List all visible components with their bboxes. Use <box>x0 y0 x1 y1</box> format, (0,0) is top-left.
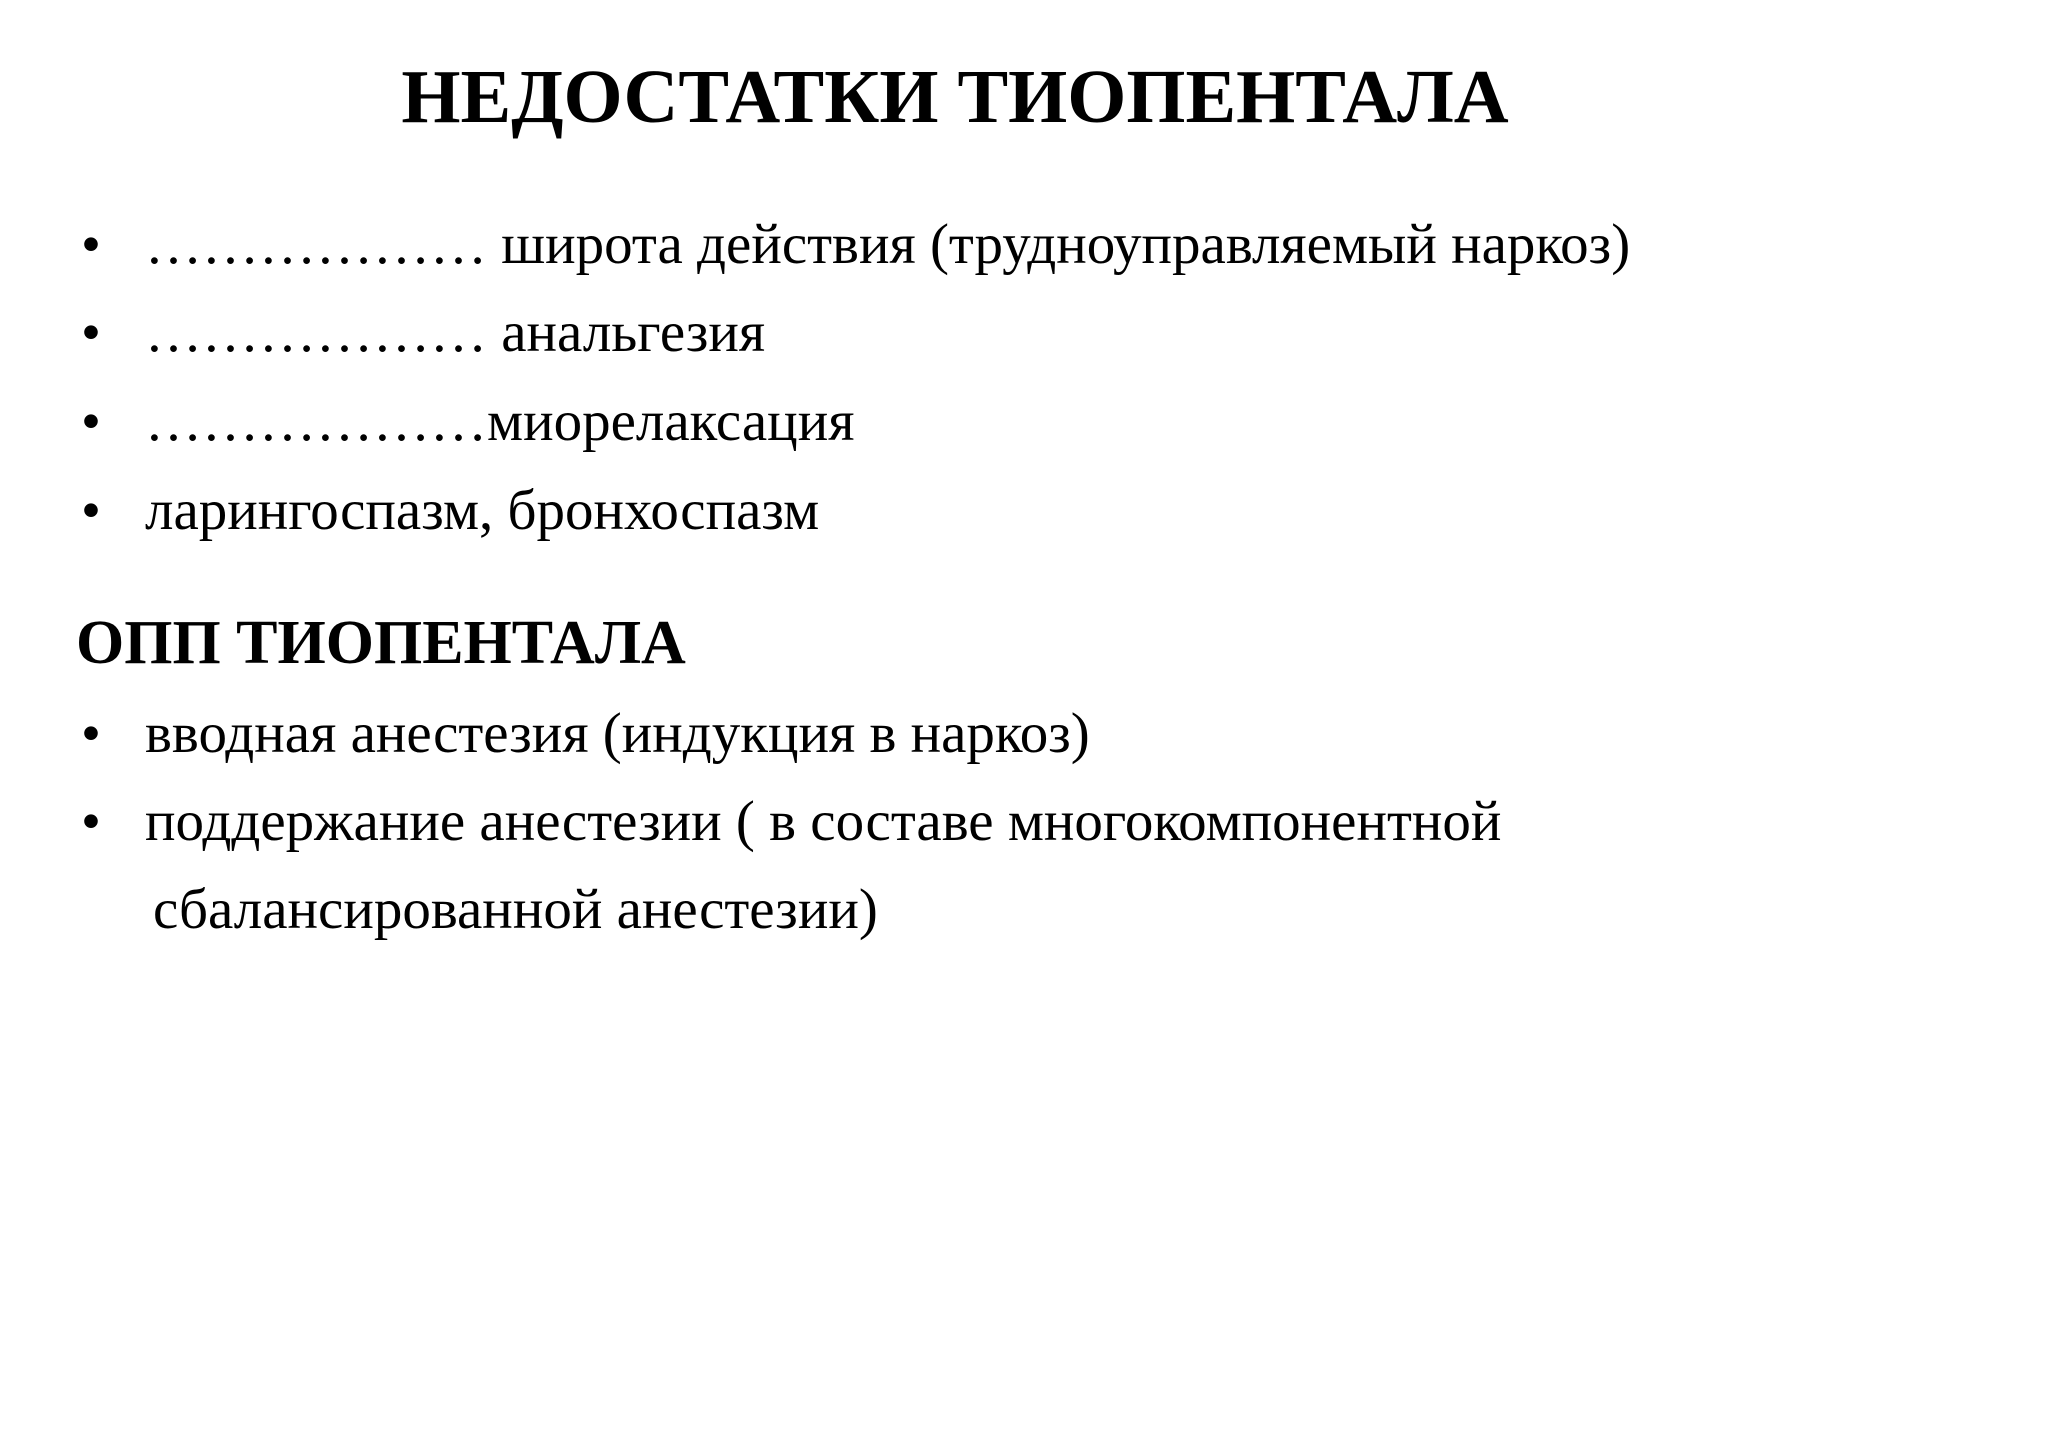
bullet-icon: • <box>81 213 101 276</box>
slide-title: НЕДОСТАТКИ ТИОПЕНТАЛА <box>401 55 1509 139</box>
bullet-icon: • <box>81 702 101 765</box>
section-title: ОПП ТИОПЕНТАЛА <box>76 609 686 677</box>
list-item-text: ………………миорелаксация <box>145 390 855 453</box>
bullet-icon: • <box>81 479 101 542</box>
list-item-text: поддержание анестезии ( в составе многокомпонентной <box>145 790 1502 853</box>
bullet-icon: • <box>81 390 101 453</box>
bullet-icon: • <box>81 790 101 853</box>
bullet-icon: • <box>81 301 101 364</box>
list-item-continuation: сбалансированной анестезии) <box>153 878 878 941</box>
list-item-text: вводная анестезия (индукция в наркоз) <box>145 702 1090 765</box>
list-item-text: ……………… анальгезия <box>145 301 766 364</box>
list-item-text: ларингоспазм, бронхоспазм <box>145 479 820 542</box>
list-item-text: ……………… широта действия (трудноуправляемый наркоз) <box>145 213 1631 276</box>
